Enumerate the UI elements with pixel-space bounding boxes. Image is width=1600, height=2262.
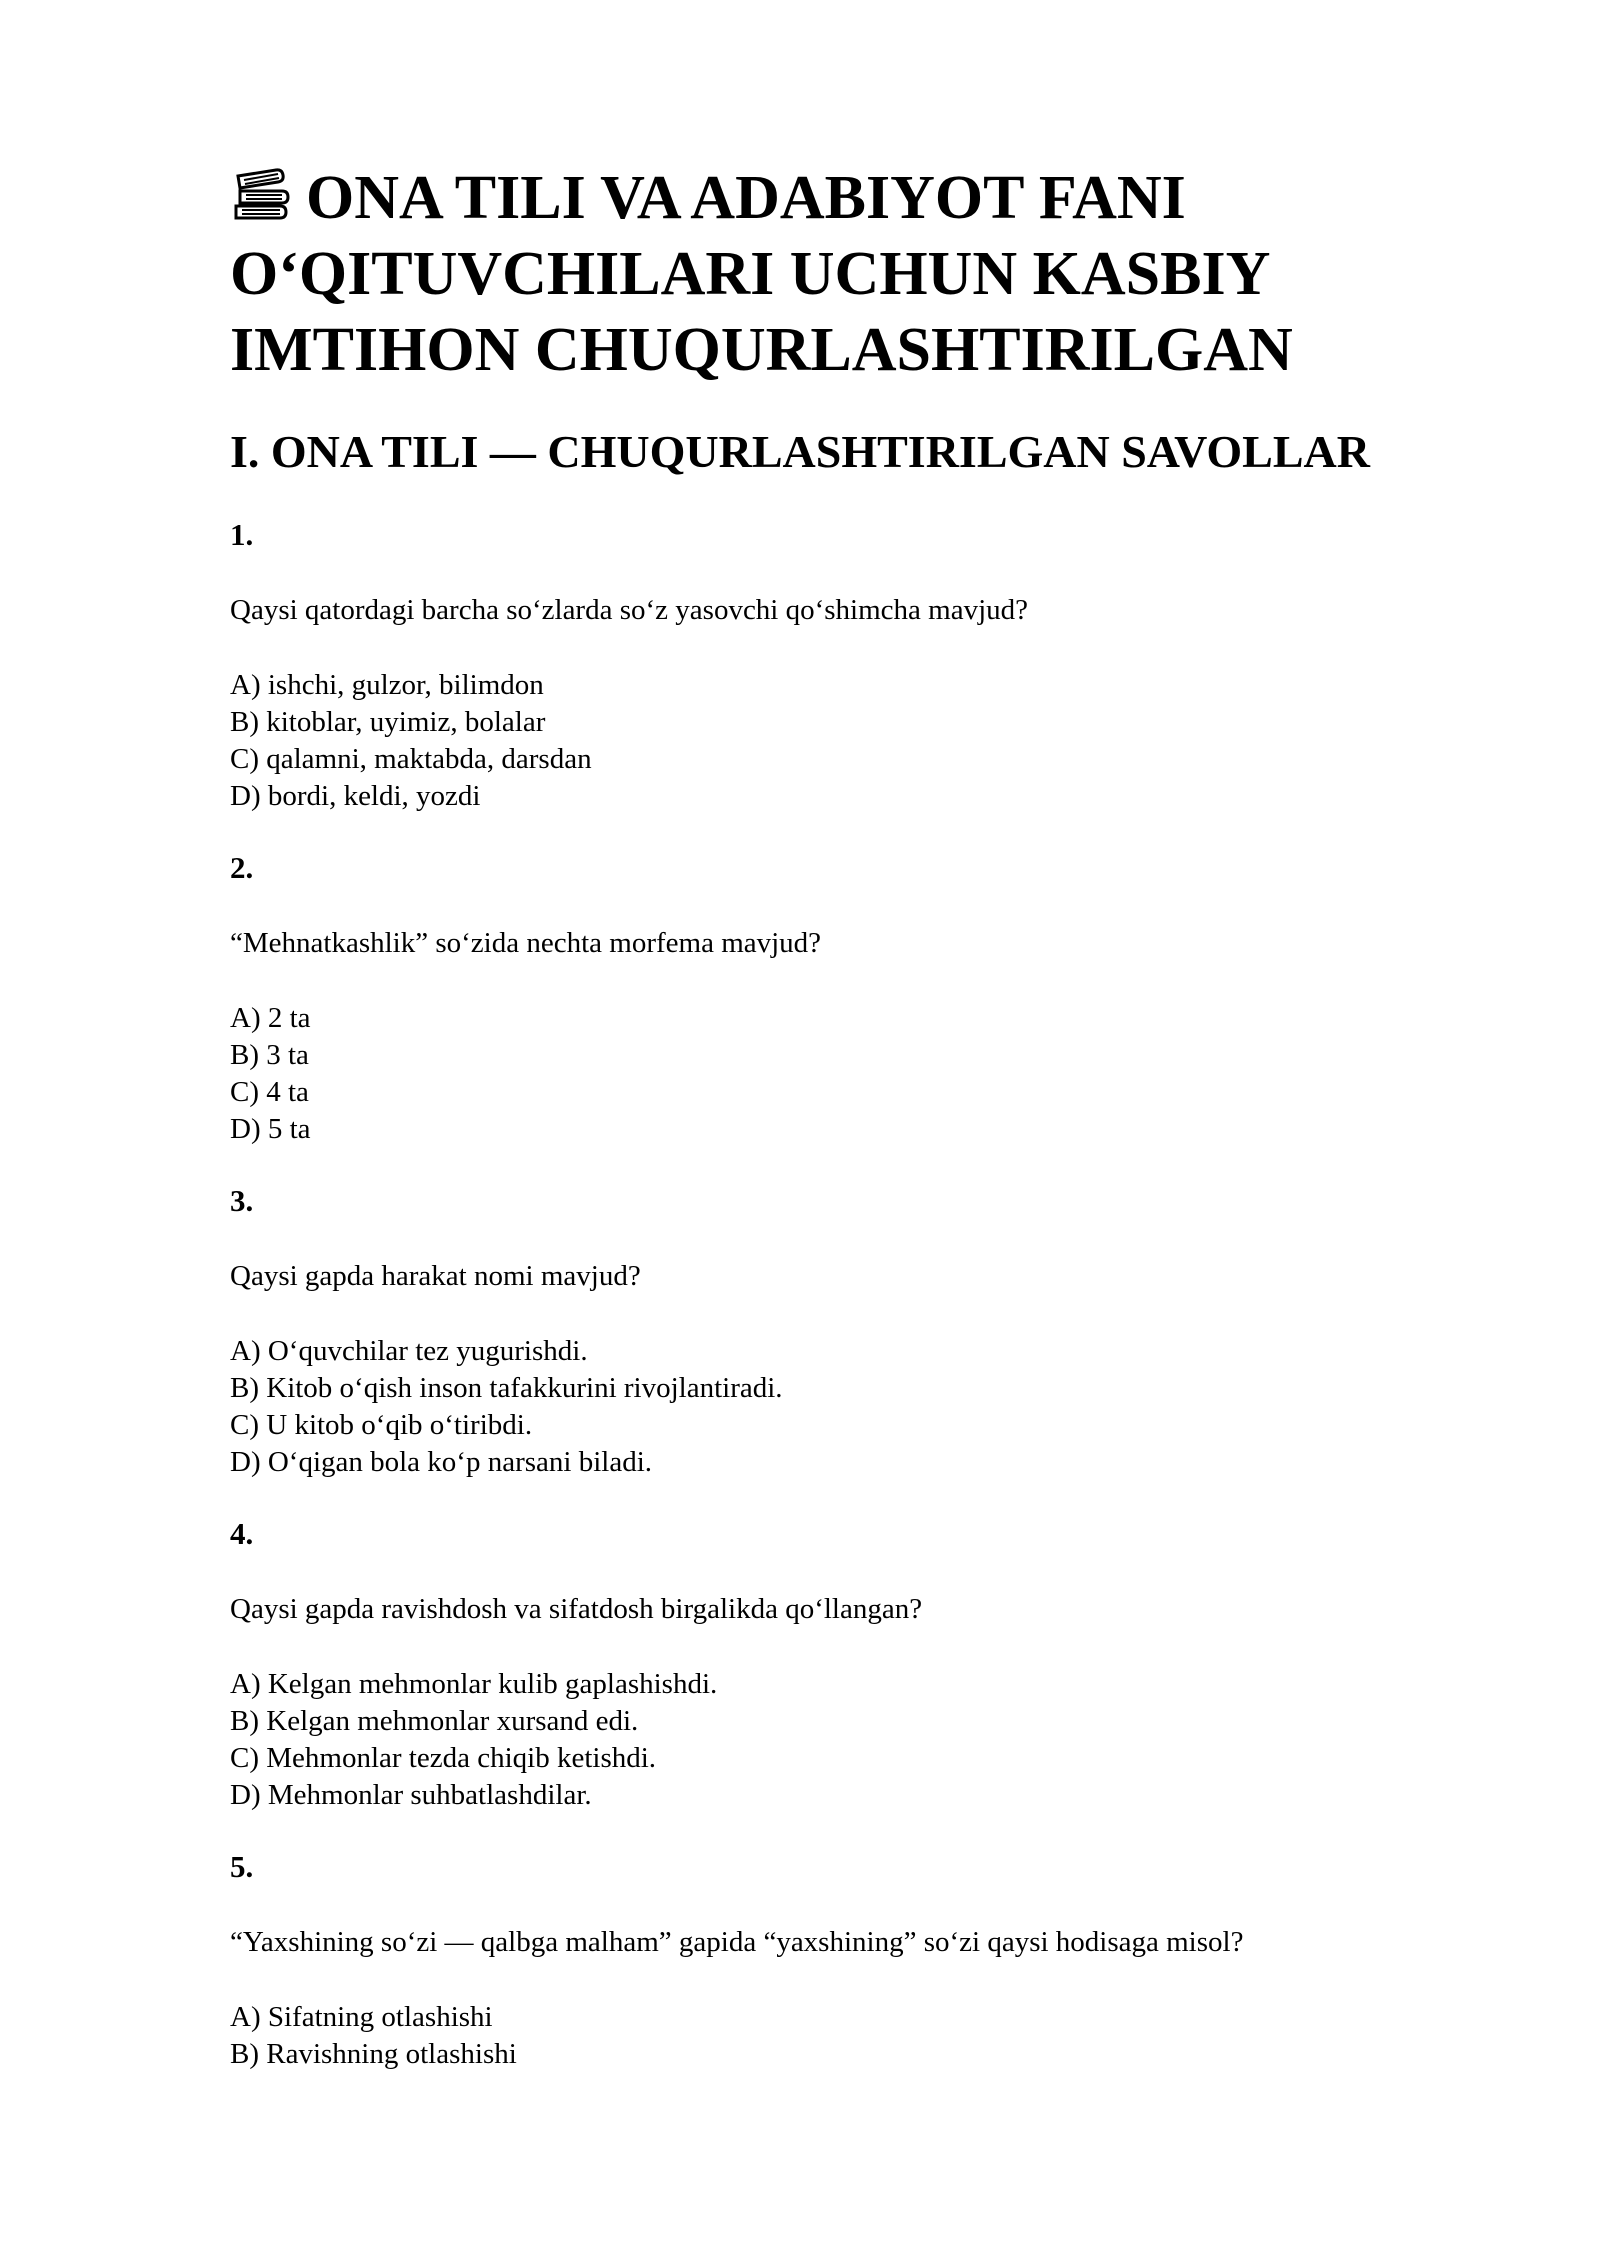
answer-options — [230, 667, 1460, 815]
question-4 — [230, 1481, 1460, 1814]
answer-option-a: A) Sifatning otlashishi — [230, 2001, 493, 2033]
question-text: “Mehnatkashlik” so‘zida nechta morfema mavjud? — [230, 927, 822, 959]
answer-option-a: A) ishchi, gulzor, bilimdon — [230, 669, 544, 701]
answer-option-b: B) Ravishning otlashishi — [230, 2038, 517, 2070]
question-number: 2. — [230, 850, 254, 885]
answer-option-b: B) 3 ta — [230, 1039, 309, 1071]
answer-option-b: B) Kitob o‘qish inson tafakkurini rivojlantiradi. — [230, 1372, 783, 1404]
answer-option-c: C) Mehmonlar tezda chiqib ketishdi. — [230, 1742, 657, 1774]
answer-options — [230, 1000, 1460, 1148]
answer-option-d: D) Mehmonlar suhbatlashdilar. — [230, 1779, 592, 1811]
question-number: 5. — [230, 1849, 254, 1884]
question-text: Qaysi qatordagi barcha so‘zlarda so‘z yasovchi qo‘shimcha mavjud? — [230, 594, 1029, 626]
answer-option-a: A) 2 ta — [230, 1002, 311, 1034]
answer-option-a: A) Kelgan mehmonlar kulib gaplashishdi. — [230, 1668, 718, 1700]
answer-option-d: D) 5 ta — [230, 1113, 311, 1145]
answer-options — [230, 1333, 1460, 1481]
question-text: Qaysi gapda ravishdosh va sifatdosh birgalikda qo‘llangan? — [230, 1593, 923, 1625]
section-heading: I. ONA TILI — CHUQURLASHTIRILGAN SAVOLLAR — [230, 426, 1370, 477]
answer-options — [230, 1666, 1460, 1814]
answer-option-b: B) Kelgan mehmonlar xursand edi. — [230, 1705, 639, 1737]
books-icon — [230, 164, 292, 224]
question-5 — [230, 1814, 1460, 2073]
question-1 — [230, 482, 1460, 815]
answer-option-c: C) qalamni, maktabda, darsdan — [230, 743, 592, 775]
question-3 — [230, 1148, 1460, 1481]
answer-option-b: B) kitoblar, uyimiz, bolalar — [230, 706, 546, 738]
answer-option-c: C) U kitob o‘qib o‘tiribdi. — [230, 1409, 533, 1441]
question-number: 3. — [230, 1183, 254, 1218]
answer-options — [230, 1999, 1460, 2073]
document-title — [230, 160, 1460, 388]
question-number: 1. — [230, 517, 254, 552]
question-text: “Yaxshining so‘zi — qalbga malham” gapida “yaxshining” so‘zi qaysi hodisaga misol? — [230, 1926, 1244, 1958]
question-2 — [230, 815, 1460, 1148]
answer-option-a: A) O‘quvchilar tez yugurishdi. — [230, 1335, 588, 1367]
question-text: Qaysi gapda harakat nomi mavjud? — [230, 1260, 641, 1292]
answer-option-d: D) bordi, keldi, yozdi — [230, 780, 481, 812]
question-number: 4. — [230, 1516, 254, 1551]
answer-option-d: D) O‘qigan bola ko‘p narsani biladi. — [230, 1446, 653, 1478]
document-page — [230, 160, 1460, 2073]
answer-option-c: C) 4 ta — [230, 1076, 309, 1108]
document-title-text: ONA TILI VA ADABIYOT FANI O‘QITUVCHILARI UCHUN KASBIY IMTIHON CHUQURLASHTIRILGAN — [230, 164, 1293, 384]
